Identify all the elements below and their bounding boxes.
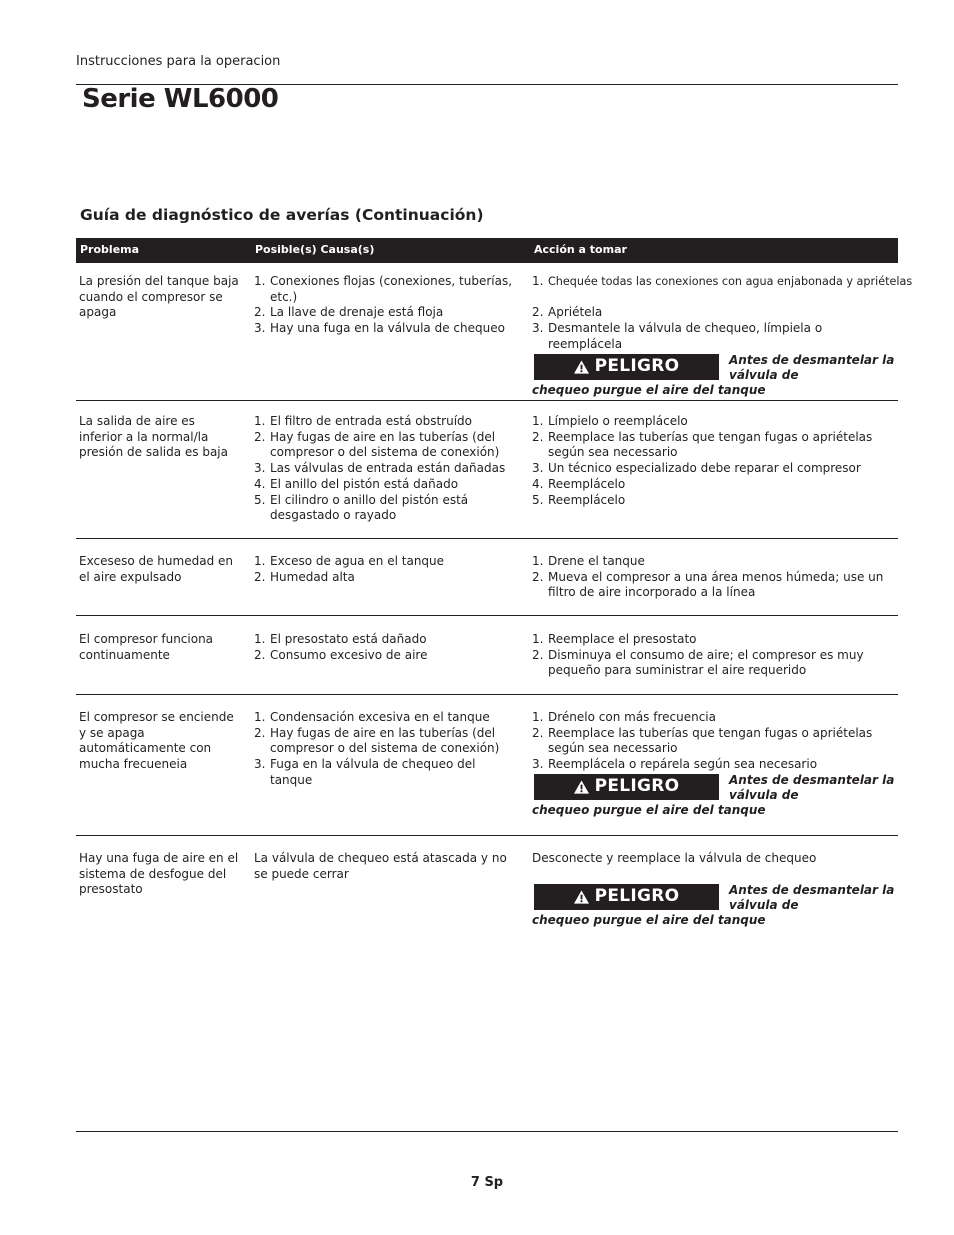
list-item: 1. El filtro de entrada está obstruído — [254, 414, 472, 428]
danger-text: Antes de desmantelar la válvula de — [729, 772, 895, 803]
list-item: 2. Reemplace las tuberías que tengan fugas o apriételas según sea necessario — [532, 725, 873, 756]
footer-rule — [76, 1131, 898, 1132]
list-item: 2. Apriétela — [532, 305, 603, 320]
list-item: 2. Mueva el compresor a una área menos húmeda; use un filtro de aire incorporado a la línea — [532, 569, 884, 600]
list-item: 1. Conexiones flojas (conexiones, tuberías, etc.) — [254, 274, 513, 304]
list-item: 2. Humedad alta — [254, 569, 355, 584]
column-header-action: Acción a tomar — [534, 243, 627, 256]
causes-cell — [254, 554, 516, 585]
causes-cell: La válvula de chequeo está atascada y no se puede cerrar — [254, 851, 507, 881]
danger-notice — [532, 884, 896, 928]
list-item: 4. El anillo del pistón está dañado — [254, 476, 459, 491]
problem-cell: El compresor se enciende y se apaga automáticamente con mucha frecueneia — [79, 710, 234, 772]
actions-cell — [532, 632, 896, 679]
list-item: 2. Reemplace las tuberías que tengan fugas o apriételas según sea necessario — [532, 429, 873, 460]
list-item: 3. Hay una fuga en la válvula de chequeo — [254, 321, 505, 336]
list-item: 1. El presostato está dañado — [254, 632, 427, 646]
danger-label: PELIGRO — [534, 774, 719, 800]
list-item: 4. Reemplácelo — [532, 476, 626, 491]
list-item: 2. Disminuya el consumo de aire; el compresor es muy pequeño para suministrar el aire requerido — [532, 647, 864, 678]
list-item: 3. Un técnico especializado debe reparar el compresor — [532, 461, 861, 476]
problem-cell: El compresor funciona continuamente — [79, 632, 214, 662]
list-item: 2. La llave de drenaje está floja — [254, 305, 444, 320]
danger-notice — [532, 354, 896, 398]
page-number: 7 Sp — [470, 1175, 504, 1190]
row-divider — [76, 694, 898, 695]
row-divider — [76, 538, 898, 539]
problem-cell: Exceseso de humedad en el aire expulsado — [79, 554, 233, 584]
list-item: 2. Hay fugas de aire en las tuberías (del compresor o del sistema de conexión) — [254, 429, 500, 460]
header-label: Instrucciones para la operacion — [76, 54, 281, 69]
list-item: 5. Reemplácelo — [532, 492, 626, 507]
list-item: 3. Fuga en la válvula de chequeo del tanque — [254, 757, 476, 787]
actions-cell — [532, 851, 896, 928]
danger-text-continued: chequeo purgue el aire del tanque — [532, 912, 766, 927]
row-divider — [76, 835, 898, 836]
row-divider — [76, 615, 898, 616]
actions-cell — [532, 554, 896, 601]
list-item: 3. Reemplácela o repárela según sea necesario — [532, 757, 818, 772]
actions-cell — [532, 414, 896, 508]
list-item: 3. Desmantele la válvula de chequeo, límpiela o reemplácela — [532, 321, 823, 351]
actions-cell — [532, 710, 896, 818]
causes-cell — [254, 710, 516, 789]
problem-cell: La presión del tanque baja cuando el compresor se apaga — [79, 274, 239, 320]
problem-cell: Hay una fuga de aire en el sistema de desfogue del presostato — [79, 851, 239, 897]
danger-label: PELIGRO — [534, 884, 719, 910]
list-item: 1. Límpielo o reemplácelo — [532, 414, 688, 428]
problem-cell: La salida de aire es inferior a la normal/la presión de salida es baja — [79, 414, 228, 460]
list-item: 1. Drene el tanque — [532, 554, 645, 568]
danger-text: Antes de desmantelar la válvula de — [729, 882, 895, 913]
column-header-problem: Problema — [80, 243, 140, 256]
danger-label: PELIGRO — [534, 354, 719, 380]
causes-cell — [254, 414, 516, 524]
list-item: 1. Exceso de agua en el tanque — [254, 554, 445, 568]
list-item: 2. Hay fugas de aire en las tuberías (del compresor o del sistema de conexión) — [254, 725, 500, 756]
warning-triangle-icon — [574, 890, 589, 904]
danger-text-continued: chequeo purgue el aire del tanque — [532, 382, 766, 397]
page-title: Serie WL6000 — [82, 84, 279, 114]
causes-cell — [254, 274, 516, 337]
danger-text: Antes de desmantelar la válvula de — [729, 352, 895, 382]
section-title: Guía de diagnóstico de averías (Continuación) — [80, 206, 484, 224]
list-item: 2. Consumo excesivo de aire — [254, 647, 428, 662]
column-header-causes: Posible(s) Causa(s) — [255, 243, 375, 256]
warning-triangle-icon — [574, 780, 589, 794]
list-item: 1. Condensación excesiva en el tanque — [254, 710, 490, 724]
warning-triangle-icon — [574, 360, 589, 374]
actions-cell — [532, 274, 913, 398]
list-item: 5. El cilindro o anillo del pistón está desgastado o rayado — [254, 492, 469, 523]
danger-text-continued: chequeo purgue el aire del tanque — [532, 802, 766, 817]
row-divider — [76, 400, 898, 401]
table-header — [76, 238, 898, 263]
list-item: 3. Las válvulas de entrada están dañadas — [254, 461, 506, 476]
list-item: 1. Reemplace el presostato — [532, 632, 697, 646]
danger-notice — [532, 774, 896, 818]
causes-cell — [254, 632, 516, 663]
action-text: Desconecte y reemplace la válvula de chequeo — [532, 851, 817, 865]
list-item: 1. Chequée todas las conexiones con agua enjabonada y apriételas — [532, 274, 913, 288]
list-item: 1. Drénelo con más frecuencia — [532, 710, 716, 724]
